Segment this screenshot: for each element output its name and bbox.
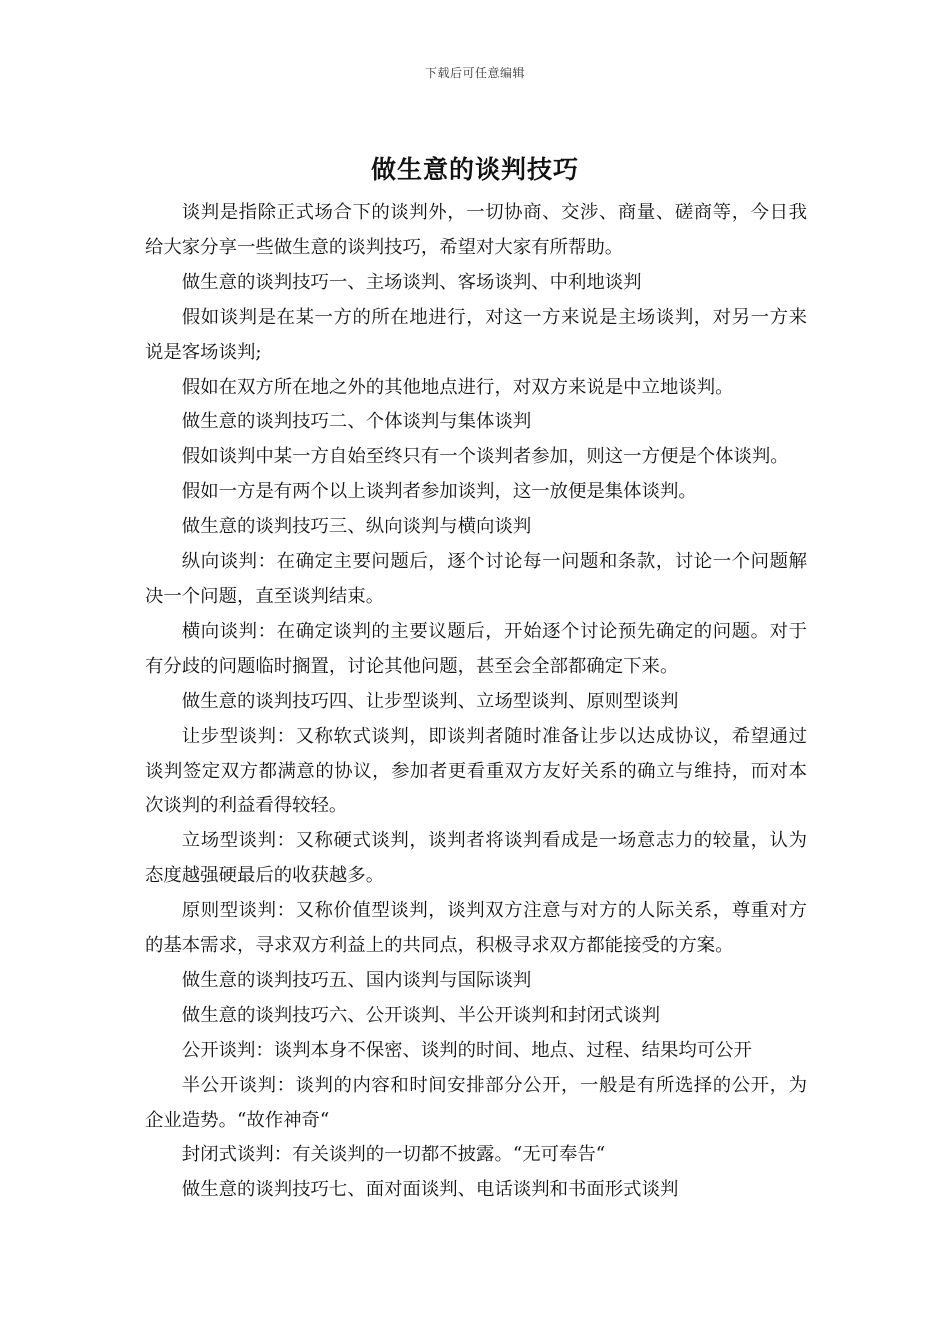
section-heading: 做生意的谈判技巧七、面对面谈判、电话谈判和书面形式谈判 (181, 1179, 679, 1201)
paragraph: 半公开谈判：谈判的内容和时间安排部分公开，一般是有所选择的公开，为企业造势。“故作神奇“ (145, 1074, 807, 1131)
paragraph: 封闭式谈判：有关谈判的一切都不披露。“无可奉告“ (181, 1144, 606, 1166)
paragraph: 假如一方是有两个以上谈判者参加谈判，这一放便是集体谈判。 (181, 481, 697, 503)
section-heading: 做生意的谈判技巧三、纵向谈判与横向谈判 (181, 516, 532, 538)
paragraph: 立场型谈判：又称硬式谈判，谈判者将谈判看成是一场意志力的较量，认为态度越强硬最后的收获越多。 (145, 830, 807, 887)
paragraph: 假如在双方所在地之外的其他地点进行，对双方来说是中立地谈判。 (181, 376, 734, 398)
section-heading: 做生意的谈判技巧五、国内谈判与国际谈判 (181, 969, 532, 991)
paragraph: 公开谈判：谈判本身不保密、谈判的时间、地点、过程、结果均可公开 (181, 1039, 752, 1061)
paragraph: 纵向谈判：在确定主要问题后，逐个讨论每一问题和条款，讨论一个问题解决一个问题，直至谈判结束。 (145, 551, 807, 607)
paragraph: 横向谈判：在确定谈判的主要议题后，开始逐个讨论预先确定的问题。对于有分歧的问题临时搁置，讨论其他问题，甚至会全部都确定下来。 (145, 620, 807, 677)
document-body (145, 196, 807, 1208)
paragraph: 原则型谈判：又称价值型谈判，谈判双方注意与对方的人际关系，尊重对方的基本需求，寻求双方利益上的共同点，积极寻求双方都能接受的方案。 (145, 900, 807, 957)
paragraph: 谈判是指除正式场合下的谈判外，一切协商、交涉、商量、磋商等，今日我给大家分享一些做生意的谈判技巧，希望对大家有所帮助。 (145, 202, 807, 258)
section-heading: 做生意的谈判技巧六、公开谈判、半公开谈判和封闭式谈判 (181, 1004, 660, 1026)
section-heading: 做生意的谈判技巧四、让步型谈判、立场型谈判、原则型谈判 (181, 690, 679, 712)
section-heading: 做生意的谈判技巧二、个体谈判与集体谈判 (181, 411, 532, 433)
section-heading: 做生意的谈判技巧一、主场谈判、客场谈判、中利地谈判 (181, 271, 642, 293)
paragraph: 让步型谈判：又称软式谈判，即谈判者随时准备让步以达成协议，希望通过谈判签定双方都满意的协议，参加者更看重双方友好关系的确立与维持，而对本次谈判的利益看得较轻。 (145, 725, 807, 817)
paragraph: 假如谈判中某一方自始至终只有一个谈判者参加，则这一方便是个体谈判。 (181, 446, 789, 468)
header-note: 下载后可任意编辑 (424, 66, 525, 80)
paragraph: 假如谈判是在某一方的所在地进行，对这一方来说是主场谈判，对另一方来说是客场谈判; (145, 306, 807, 363)
document-title: 做生意的谈判技巧 (370, 155, 579, 184)
